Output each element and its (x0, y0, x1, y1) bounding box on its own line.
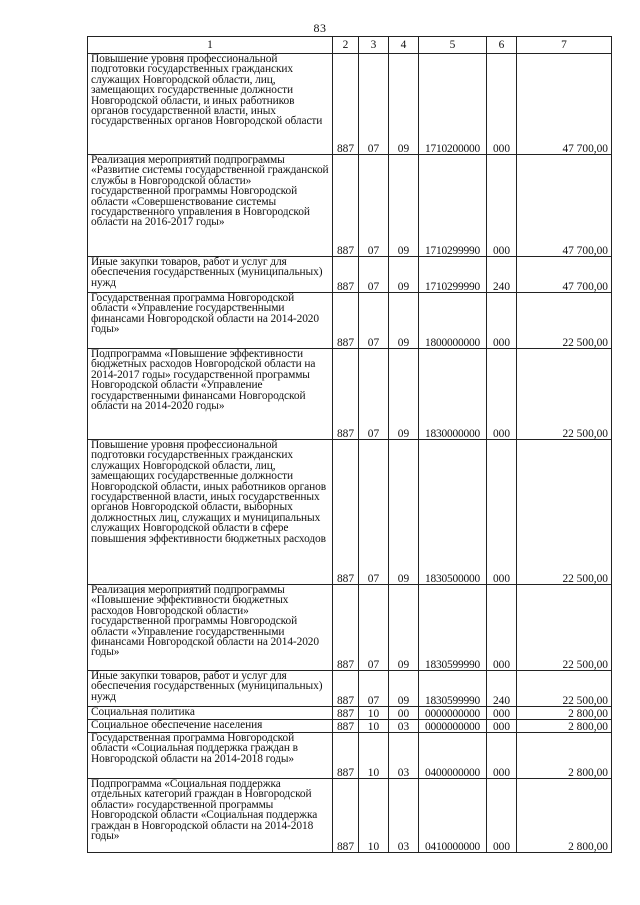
header-col-2: 2 (333, 37, 359, 54)
expense-type: 000 (487, 293, 517, 349)
subsection-code: 03 (389, 779, 419, 853)
table-row (88, 440, 612, 585)
subsection-code: 09 (389, 54, 419, 155)
target-code: 1800000000 (419, 293, 487, 349)
header-col-4: 4 (389, 37, 419, 54)
header-col-1: 1 (88, 37, 333, 54)
expense-type: 000 (487, 54, 517, 155)
ministry-code: 887 (333, 585, 359, 671)
table-row (88, 671, 612, 707)
section-code: 07 (359, 257, 389, 293)
target-code: 1830500000 (419, 440, 487, 585)
target-code: 0000000000 (419, 720, 487, 733)
row-name: Государственная программа Новгородской области «Управление государственными финансами Новгородской области на 2014-2020 годы» (88, 293, 333, 349)
expense-type: 000 (487, 707, 517, 720)
section-code: 07 (359, 293, 389, 349)
ministry-code: 887 (333, 707, 359, 720)
table-row (88, 155, 612, 257)
section-code: 07 (359, 349, 389, 440)
expense-type: 000 (487, 349, 517, 440)
subsection-code: 09 (389, 257, 419, 293)
amount: 2 800,00 (517, 779, 612, 853)
amount: 22 500,00 (517, 349, 612, 440)
expense-type: 000 (487, 733, 517, 779)
section-code: 07 (359, 671, 389, 707)
row-name: Повышение уровня профессиональной подготовки государственных гражданских служащих Новгородской области, лиц, замещающих государственные должности Новгородской области, иных работников органов государственной власти, иных государственных органов Новгородской области, выборных должностных лиц, служащих и муниципальных служащих Новгородской области в сфере повышения эффективности бюджетных расходов (88, 440, 333, 585)
target-code: 0400000000 (419, 733, 487, 779)
row-name: Иные закупки товаров, работ и услуг для обеспечения государственных (муниципальных) нужд (88, 257, 333, 293)
table-row (88, 585, 612, 671)
table-row (88, 707, 612, 720)
expense-type: 000 (487, 155, 517, 257)
amount: 2 800,00 (517, 720, 612, 733)
header-col-7: 7 (517, 37, 612, 54)
target-code: 1710299990 (419, 257, 487, 293)
section-code: 07 (359, 585, 389, 671)
subsection-code: 00 (389, 707, 419, 720)
expense-type: 000 (487, 585, 517, 671)
section-code: 10 (359, 779, 389, 853)
target-code: 1830599990 (419, 585, 487, 671)
subsection-code: 09 (389, 293, 419, 349)
ministry-code: 887 (333, 440, 359, 585)
expense-type: 000 (487, 440, 517, 585)
subsection-code: 03 (389, 720, 419, 733)
row-name: Иные закупки товаров, работ и услуг для обеспечения государственных (муниципальных) нужд (88, 671, 333, 707)
section-code: 10 (359, 707, 389, 720)
table-row (88, 349, 612, 440)
table-row (88, 293, 612, 349)
table-row (88, 733, 612, 779)
table-row (88, 54, 612, 155)
amount: 47 700,00 (517, 257, 612, 293)
ministry-code: 887 (333, 779, 359, 853)
amount: 22 500,00 (517, 585, 612, 671)
subsection-code: 09 (389, 585, 419, 671)
row-name: Социальное обеспечение населения (88, 720, 333, 733)
expense-type: 240 (487, 257, 517, 293)
subsection-code: 09 (389, 440, 419, 585)
row-name: Социальная политика (88, 707, 333, 720)
row-name: Реализация мероприятий подпрограммы «Развитие системы государственной гражданской службы в Новгородской области» государственной программы Новгородской области «Совершенствование системы государственного управления в Новгородской области на 2016-2017 годы» (88, 155, 333, 257)
header-row (88, 37, 612, 54)
table-row (88, 779, 612, 853)
header-col-3: 3 (359, 37, 389, 54)
row-name: Подпрограмма «Социальная поддержка отдельных категорий граждан в Новгородской области» государственной программы Новгородской области «Социальная поддержка граждан в Новгородской области на 2014-2018 годы» (88, 779, 333, 853)
amount: 22 500,00 (517, 671, 612, 707)
amount: 2 800,00 (517, 733, 612, 779)
expense-type: 240 (487, 671, 517, 707)
row-name: Подпрограмма «Повышение эффективности бюджетных расходов Новгородской области на 2014-2017 годы» государственной программы Новгородской области «Управление государственными финансами Новгородской области на 2014-2020 годы» (88, 349, 333, 440)
section-code: 10 (359, 733, 389, 779)
target-code: 0410000000 (419, 779, 487, 853)
target-code: 1710200000 (419, 54, 487, 155)
header-col-6: 6 (487, 37, 517, 54)
section-code: 07 (359, 155, 389, 257)
subsection-code: 03 (389, 733, 419, 779)
amount: 22 500,00 (517, 293, 612, 349)
section-code: 07 (359, 54, 389, 155)
ministry-code: 887 (333, 349, 359, 440)
expense-type: 000 (487, 779, 517, 853)
subsection-code: 09 (389, 349, 419, 440)
target-code: 1830599990 (419, 671, 487, 707)
ministry-code: 887 (333, 671, 359, 707)
target-code: 1710299990 (419, 155, 487, 257)
section-code: 07 (359, 440, 389, 585)
header-col-5: 5 (419, 37, 487, 54)
amount: 2 800,00 (517, 707, 612, 720)
subsection-code: 09 (389, 671, 419, 707)
target-code: 0000000000 (419, 707, 487, 720)
ministry-code: 887 (333, 257, 359, 293)
expense-type: 000 (487, 720, 517, 733)
amount: 22 500,00 (517, 440, 612, 585)
subsection-code: 09 (389, 155, 419, 257)
ministry-code: 887 (333, 733, 359, 779)
target-code: 1830000000 (419, 349, 487, 440)
page-number: 83 (313, 21, 327, 35)
row-name: Реализация мероприятий подпрограммы «Повышение эффективности бюджетных расходов Новгородской области» государственной программы Новгородской области «Управление государственными финансами Новгородской области на 2014-2020 годы» (88, 585, 333, 671)
amount: 47 700,00 (517, 155, 612, 257)
ministry-code: 887 (333, 54, 359, 155)
row-name: Повышение уровня профессиональной подготовки государственных гражданских служащих Новгородской области, лиц, замещающих государственные должности Новгородской области, и иных работников органов государственной власти, иных государственных органов Новгородской области (88, 54, 333, 155)
amount: 47 700,00 (517, 54, 612, 155)
row-name: Государственная программа Новгородской области «Социальная поддержка граждан в Новгородской области на 2014-2018 годы» (88, 733, 333, 779)
ministry-code: 887 (333, 720, 359, 733)
ministry-code: 887 (333, 155, 359, 257)
ministry-code: 887 (333, 293, 359, 349)
table-row (88, 257, 612, 293)
section-code: 10 (359, 720, 389, 733)
table-row (88, 720, 612, 733)
budget-table (87, 36, 612, 853)
